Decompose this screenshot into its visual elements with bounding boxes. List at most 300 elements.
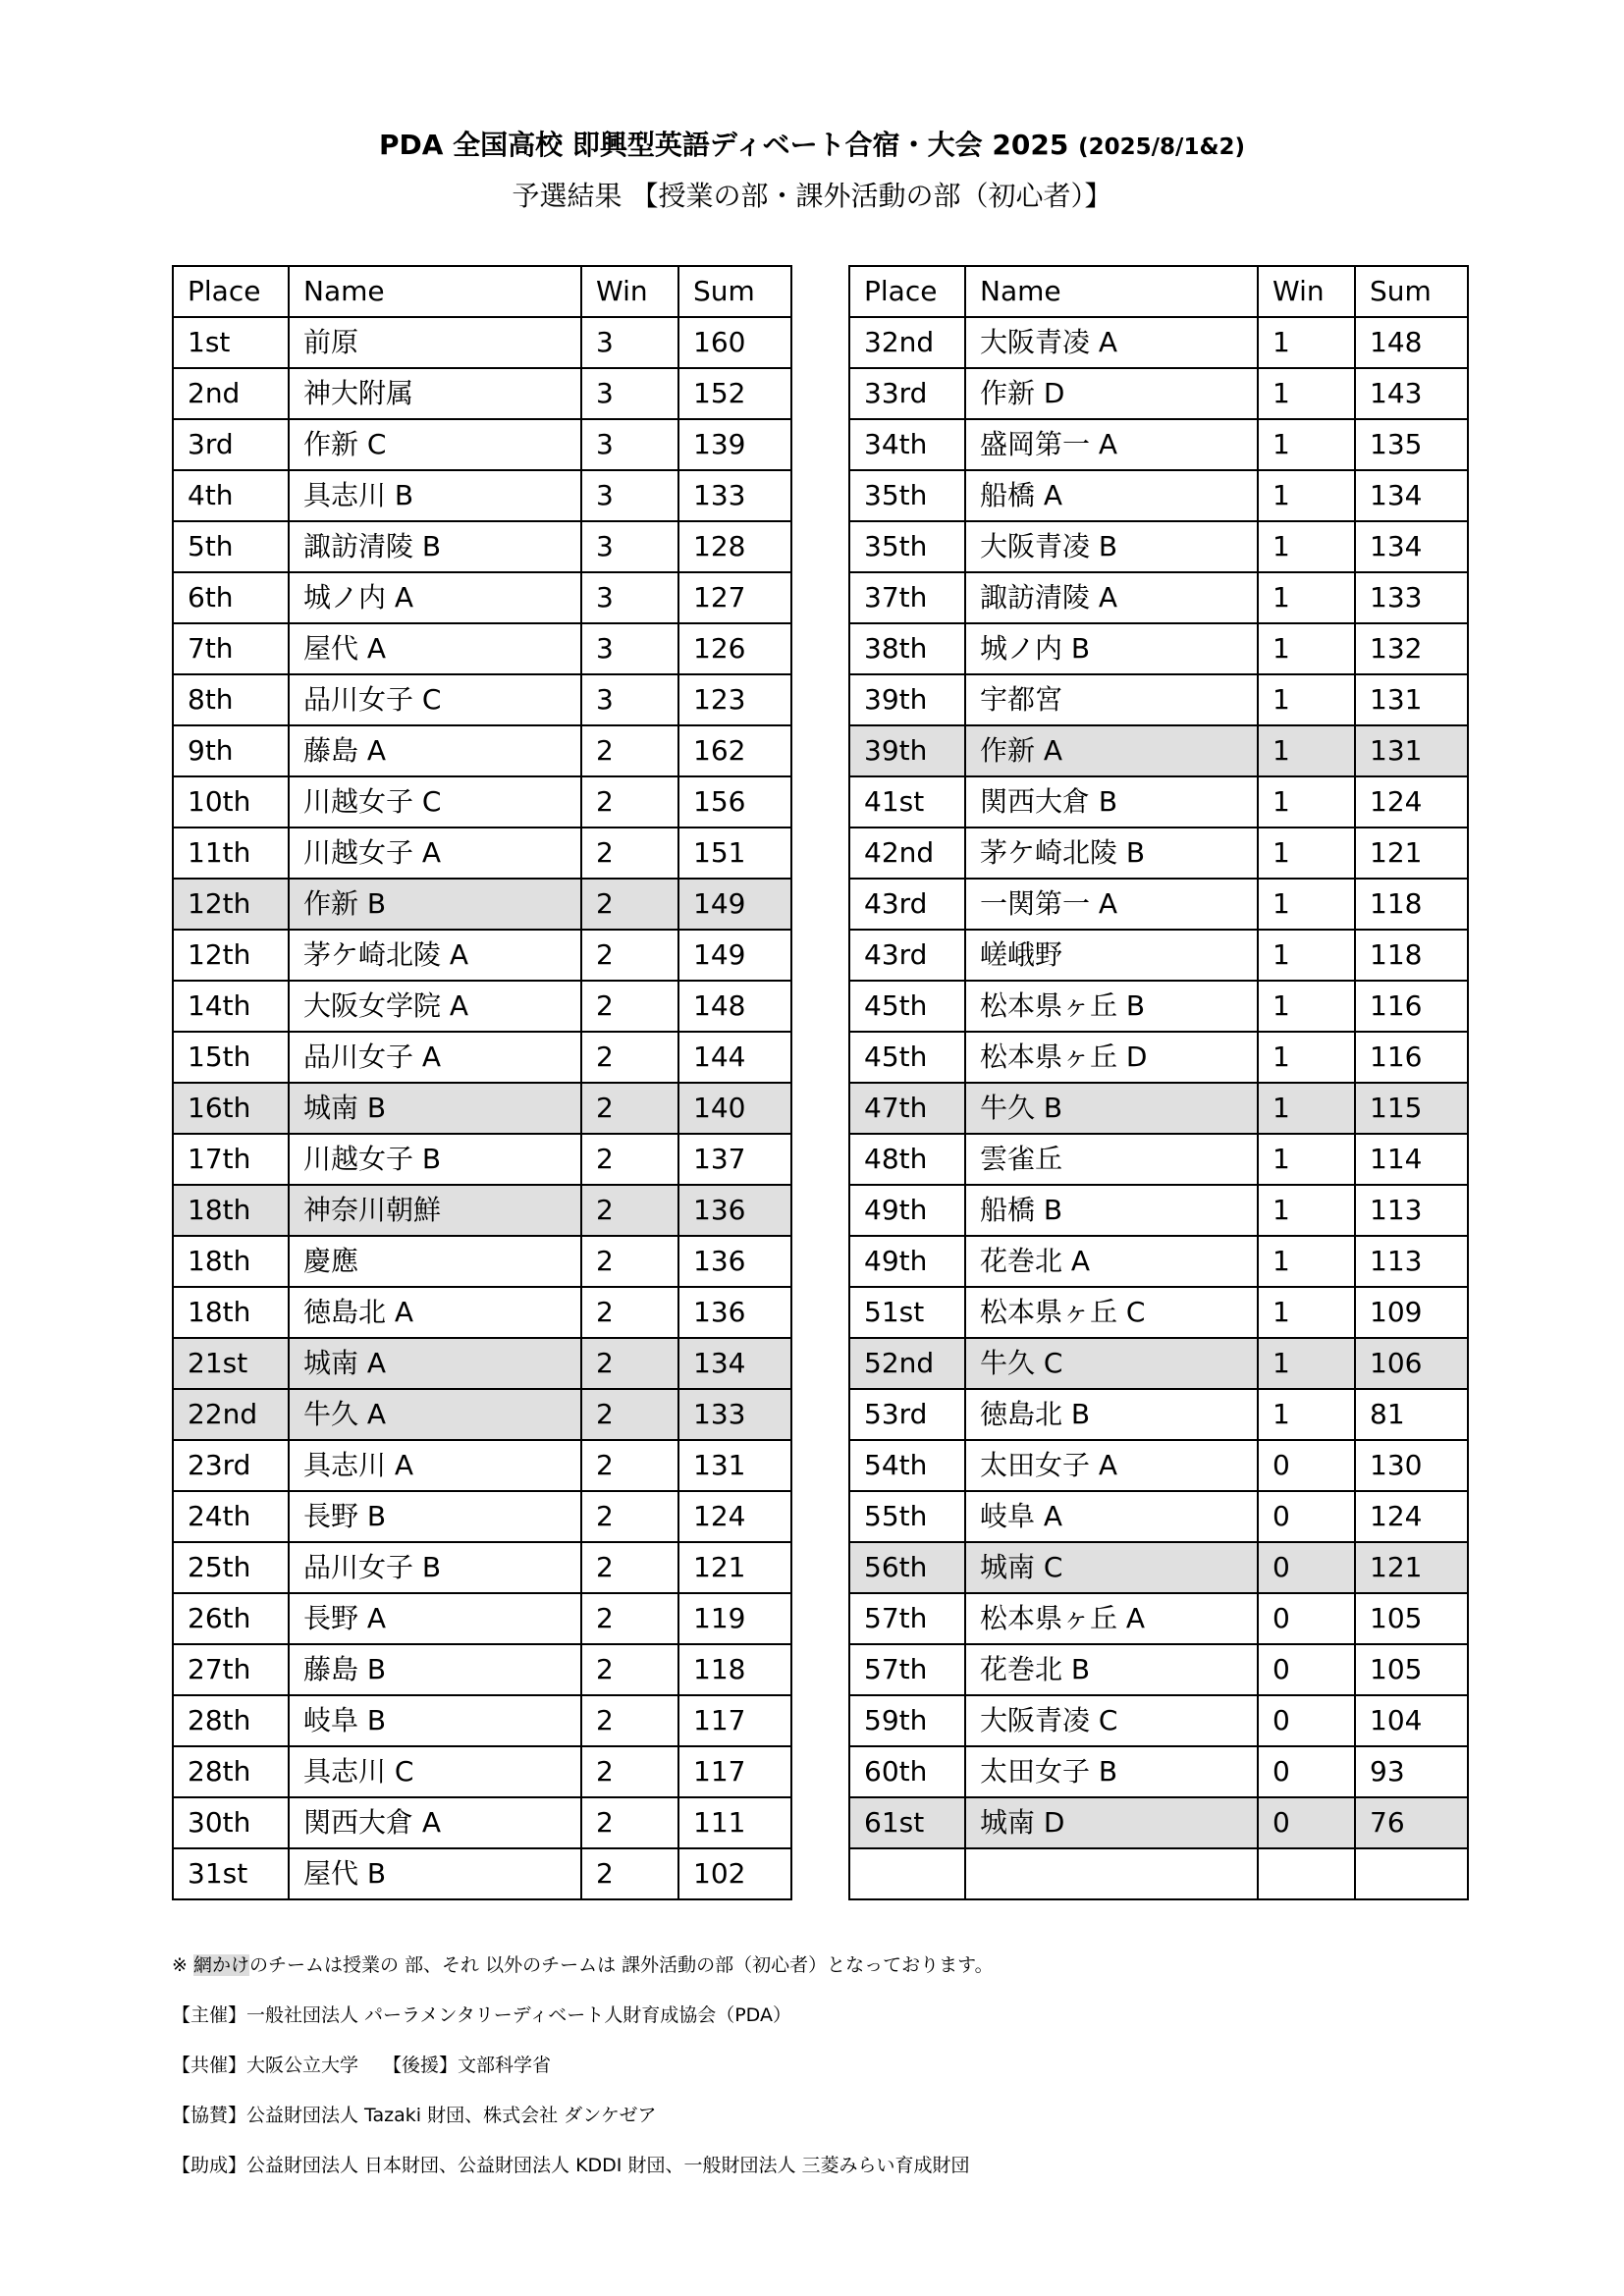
table-row <box>173 1644 791 1695</box>
cell-win: 2 <box>581 1593 678 1644</box>
table-row <box>849 1542 1468 1593</box>
cell-place: 3rd <box>173 419 289 470</box>
table-row <box>849 879 1468 930</box>
cell-win: 3 <box>581 623 678 674</box>
cell-place: 49th <box>849 1185 965 1236</box>
table-row <box>849 1644 1468 1695</box>
cell-place: 57th <box>849 1644 965 1695</box>
cell-name: 長野 B <box>289 1491 581 1542</box>
cell-name: 前原 <box>289 317 581 368</box>
cell-sum: 109 <box>1355 1287 1468 1338</box>
cell-win: 1 <box>1258 981 1355 1032</box>
cell-place: 2nd <box>173 368 289 419</box>
cell-sum: 105 <box>1355 1644 1468 1695</box>
cell-place: 38th <box>849 623 965 674</box>
cell-sum: 124 <box>1355 1491 1468 1542</box>
cell-name: 大阪青凌 B <box>965 521 1258 572</box>
cell-place: 22nd <box>173 1389 289 1440</box>
cell-sum: 121 <box>1355 1542 1468 1593</box>
table-row <box>173 623 791 674</box>
cell-win: 0 <box>1258 1491 1355 1542</box>
column-header-sum: Sum <box>678 266 791 317</box>
cell-name: 神大附属 <box>289 368 581 419</box>
cell-win: 2 <box>581 1236 678 1287</box>
cell-sum: 143 <box>1355 368 1468 419</box>
cell-name: 具志川 C <box>289 1746 581 1797</box>
cell-sum: 117 <box>678 1695 791 1746</box>
table-row <box>173 1338 791 1389</box>
table-row <box>849 1746 1468 1797</box>
cell-win: 2 <box>581 1797 678 1848</box>
cell-place: 37th <box>849 572 965 623</box>
cell-place: 31st <box>173 1848 289 1899</box>
cell-sum: 128 <box>678 521 791 572</box>
cell-win: 2 <box>581 1695 678 1746</box>
cell-win: 1 <box>1258 879 1355 930</box>
cell-name: 慶應 <box>289 1236 581 1287</box>
cell-name: 作新 C <box>289 419 581 470</box>
cell-place: 48th <box>849 1134 965 1185</box>
cell-name: 茅ケ崎北陵 A <box>289 930 581 981</box>
cell-place: 9th <box>173 725 289 776</box>
cell-place: 28th <box>173 1746 289 1797</box>
table-row <box>849 674 1468 725</box>
table-row <box>173 521 791 572</box>
cell-name: 徳島北 B <box>965 1389 1258 1440</box>
table-row <box>173 1134 791 1185</box>
column-header-win: Win <box>1258 266 1355 317</box>
table-row <box>849 1848 1468 1899</box>
table-row <box>849 1032 1468 1083</box>
cell-win: 1 <box>1258 1185 1355 1236</box>
table-row <box>849 419 1468 470</box>
cell-win: 2 <box>581 1338 678 1389</box>
cell-place: 34th <box>849 419 965 470</box>
cell-win: 2 <box>581 1542 678 1593</box>
cell-sum: 93 <box>1355 1746 1468 1797</box>
table-row <box>173 930 791 981</box>
cell-sum: 114 <box>1355 1134 1468 1185</box>
cell-name: 太田女子 A <box>965 1440 1258 1491</box>
cell-win: 0 <box>1258 1644 1355 1695</box>
organizer-note: 【主催】一般社団法人 パーラメンタリーディベート人財育成協会（PDA） <box>172 2004 791 2026</box>
cell-win: 2 <box>581 1134 678 1185</box>
cell-place: 21st <box>173 1338 289 1389</box>
table-row <box>173 1695 791 1746</box>
cell-win: 1 <box>1258 470 1355 521</box>
cell-sum: 117 <box>678 1746 791 1797</box>
cell-sum: 133 <box>678 470 791 521</box>
cell-name: 関西大倉 A <box>289 1797 581 1848</box>
cell-name: 徳島北 A <box>289 1287 581 1338</box>
cell-sum: 148 <box>678 981 791 1032</box>
cell-name: 一関第一 A <box>965 879 1258 930</box>
table-row <box>173 776 791 828</box>
cell-place: 7th <box>173 623 289 674</box>
cell-name <box>965 1848 1258 1899</box>
cell-place: 43rd <box>849 930 965 981</box>
cell-place: 5th <box>173 521 289 572</box>
cell-place: 24th <box>173 1491 289 1542</box>
cell-place: 43rd <box>849 879 965 930</box>
cell-name: 太田女子 B <box>965 1746 1258 1797</box>
table-row <box>849 521 1468 572</box>
cell-place: 18th <box>173 1236 289 1287</box>
cell-sum: 134 <box>1355 521 1468 572</box>
table-row <box>849 623 1468 674</box>
cell-name: 品川女子 B <box>289 1542 581 1593</box>
cell-win: 2 <box>581 828 678 879</box>
note-highlight: 網かけ <box>192 1954 249 1976</box>
cell-place: 42nd <box>849 828 965 879</box>
cell-sum: 135 <box>1355 419 1468 470</box>
table-row <box>849 776 1468 828</box>
cell-win: 2 <box>581 1032 678 1083</box>
cell-place: 12th <box>173 930 289 981</box>
cell-sum: 132 <box>1355 623 1468 674</box>
cell-place: 14th <box>173 981 289 1032</box>
cell-sum: 111 <box>678 1797 791 1848</box>
cell-sum: 130 <box>1355 1440 1468 1491</box>
table-row <box>173 368 791 419</box>
cell-win: 2 <box>581 1287 678 1338</box>
cell-win: 2 <box>581 930 678 981</box>
results-table-left <box>172 265 792 1900</box>
cell-name: 大阪女学院 A <box>289 981 581 1032</box>
table-row <box>173 1491 791 1542</box>
cell-place: 35th <box>849 521 965 572</box>
cell-win: 1 <box>1258 623 1355 674</box>
table-row <box>173 725 791 776</box>
cell-win: 0 <box>1258 1542 1355 1593</box>
table-row <box>173 572 791 623</box>
table-row <box>849 470 1468 521</box>
table-row <box>849 572 1468 623</box>
note-prefix: ※ <box>172 1954 188 1976</box>
table-header-row <box>173 266 791 317</box>
shading-note <box>172 1953 1468 1977</box>
cell-win: 1 <box>1258 674 1355 725</box>
cell-place: 23rd <box>173 1440 289 1491</box>
cell-name: 船橋 A <box>965 470 1258 521</box>
cell-sum: 131 <box>1355 725 1468 776</box>
table-row <box>849 1287 1468 1338</box>
cell-place: 10th <box>173 776 289 828</box>
cell-name: 城南 B <box>289 1083 581 1134</box>
table-row <box>173 1797 791 1848</box>
cell-sum: 136 <box>678 1287 791 1338</box>
cell-win: 1 <box>1258 1134 1355 1185</box>
table-row <box>849 1338 1468 1389</box>
cell-name: 牛久 B <box>965 1083 1258 1134</box>
cell-name: 川越女子 B <box>289 1134 581 1185</box>
cell-sum: 140 <box>678 1083 791 1134</box>
cell-name: 城南 D <box>965 1797 1258 1848</box>
table-row <box>849 1236 1468 1287</box>
table-row <box>849 1389 1468 1440</box>
cell-name: 作新 B <box>289 879 581 930</box>
cell-sum: 136 <box>678 1185 791 1236</box>
cell-name: 品川女子 C <box>289 674 581 725</box>
cell-name: 松本県ヶ丘 A <box>965 1593 1258 1644</box>
cell-name: 松本県ヶ丘 D <box>965 1032 1258 1083</box>
cell-win: 2 <box>581 725 678 776</box>
cell-place: 56th <box>849 1542 965 1593</box>
cell-sum: 76 <box>1355 1797 1468 1848</box>
table-row <box>849 1797 1468 1848</box>
table-row <box>849 930 1468 981</box>
cell-name: 城南 A <box>289 1338 581 1389</box>
cell-place: 18th <box>173 1185 289 1236</box>
cell-name: 長野 A <box>289 1593 581 1644</box>
cell-sum: 113 <box>1355 1185 1468 1236</box>
cell-place: 27th <box>173 1644 289 1695</box>
cell-place: 57th <box>849 1593 965 1644</box>
cell-sum: 104 <box>1355 1695 1468 1746</box>
cell-win: 3 <box>581 674 678 725</box>
cell-win: 1 <box>1258 521 1355 572</box>
cell-sum: 139 <box>678 419 791 470</box>
cell-win: 0 <box>1258 1593 1355 1644</box>
document-subtitle: 予選結果 【授業の部・課外活動の部（初心者）】 <box>512 180 1112 212</box>
table-row <box>849 317 1468 368</box>
cell-sum: 131 <box>678 1440 791 1491</box>
cell-sum: 134 <box>678 1338 791 1389</box>
cell-win <box>1258 1848 1355 1899</box>
table-row <box>849 725 1468 776</box>
column-header-name: Name <box>965 266 1258 317</box>
table-row <box>849 1491 1468 1542</box>
cell-place: 45th <box>849 981 965 1032</box>
cell-sum: 133 <box>678 1389 791 1440</box>
cell-place: 52nd <box>849 1338 965 1389</box>
cell-name: 牛久 C <box>965 1338 1258 1389</box>
cell-sum: 134 <box>1355 470 1468 521</box>
cell-sum: 151 <box>678 828 791 879</box>
cell-name: 盛岡第一 A <box>965 419 1258 470</box>
cell-name: 大阪青凌 A <box>965 317 1258 368</box>
cell-name: 藤島 B <box>289 1644 581 1695</box>
cell-sum: 126 <box>678 623 791 674</box>
cell-place: 35th <box>849 470 965 521</box>
cell-win: 1 <box>1258 1389 1355 1440</box>
cell-win: 2 <box>581 879 678 930</box>
cell-win: 2 <box>581 1185 678 1236</box>
cell-name: 大阪青凌 C <box>965 1695 1258 1746</box>
table-row <box>173 674 791 725</box>
cell-win: 3 <box>581 521 678 572</box>
cell-name: 茅ケ崎北陵 B <box>965 828 1258 879</box>
table-row <box>173 1542 791 1593</box>
cell-sum: 118 <box>678 1644 791 1695</box>
cell-place: 54th <box>849 1440 965 1491</box>
cell-win: 1 <box>1258 828 1355 879</box>
cell-sum: 116 <box>1355 981 1468 1032</box>
column-header-place: Place <box>173 266 289 317</box>
cell-win: 3 <box>581 470 678 521</box>
cell-name: 牛久 A <box>289 1389 581 1440</box>
cell-sum: 124 <box>678 1491 791 1542</box>
cell-sum: 149 <box>678 879 791 930</box>
table-row <box>849 828 1468 879</box>
cell-sum: 124 <box>1355 776 1468 828</box>
cell-win: 0 <box>1258 1797 1355 1848</box>
cell-win: 2 <box>581 1644 678 1695</box>
table-row <box>173 1848 791 1899</box>
table-row <box>173 981 791 1032</box>
cell-sum: 133 <box>1355 572 1468 623</box>
cell-name: 作新 D <box>965 368 1258 419</box>
cell-sum: 137 <box>678 1134 791 1185</box>
cell-name: 藤島 A <box>289 725 581 776</box>
cell-win: 0 <box>1258 1746 1355 1797</box>
cell-sum: 81 <box>1355 1389 1468 1440</box>
cell-win: 1 <box>1258 1236 1355 1287</box>
cell-place: 47th <box>849 1083 965 1134</box>
table-row <box>849 1695 1468 1746</box>
cell-place: 26th <box>173 1593 289 1644</box>
cell-win: 2 <box>581 776 678 828</box>
table-row <box>173 1083 791 1134</box>
table-row <box>849 1083 1468 1134</box>
table-row <box>849 368 1468 419</box>
cell-place: 12th <box>173 879 289 930</box>
cell-place: 39th <box>849 725 965 776</box>
cell-win: 3 <box>581 368 678 419</box>
table-row <box>173 1185 791 1236</box>
cell-place: 59th <box>849 1695 965 1746</box>
results-table-right <box>848 265 1469 1900</box>
table-row <box>173 419 791 470</box>
cohost-support-note: 【共催】大阪公立大学 【後援】文部科学省 <box>172 2055 552 2076</box>
cell-place: 1st <box>173 317 289 368</box>
cell-place: 33rd <box>849 368 965 419</box>
cell-win: 1 <box>1258 930 1355 981</box>
cell-sum: 148 <box>1355 317 1468 368</box>
cell-name: 城ノ内 A <box>289 572 581 623</box>
table-header-row <box>849 266 1468 317</box>
cell-name: 岐阜 B <box>289 1695 581 1746</box>
cell-place: 41st <box>849 776 965 828</box>
cell-win: 0 <box>1258 1440 1355 1491</box>
cell-name: 屋代 A <box>289 623 581 674</box>
cell-place: 53rd <box>849 1389 965 1440</box>
cell-name: 松本県ヶ丘 B <box>965 981 1258 1032</box>
cell-place: 15th <box>173 1032 289 1083</box>
cell-sum: 136 <box>678 1236 791 1287</box>
cell-place: 51st <box>849 1287 965 1338</box>
cell-name: 諏訪清陵 B <box>289 521 581 572</box>
cell-win: 1 <box>1258 1032 1355 1083</box>
cell-place: 16th <box>173 1083 289 1134</box>
table-row <box>173 1236 791 1287</box>
cell-sum: 118 <box>1355 879 1468 930</box>
cell-win: 1 <box>1258 368 1355 419</box>
cell-win: 1 <box>1258 572 1355 623</box>
table-row <box>849 1593 1468 1644</box>
cell-win: 1 <box>1258 419 1355 470</box>
cell-place: 32nd <box>849 317 965 368</box>
cell-sum: 160 <box>678 317 791 368</box>
cell-place: 4th <box>173 470 289 521</box>
table-row <box>173 317 791 368</box>
grant-note: 【助成】公益財団法人 日本財団、公益財団法人 KDDI 財団、一般財団法人 三菱みらい育成財団 <box>172 2155 970 2176</box>
table-row <box>173 470 791 521</box>
table-row <box>173 1287 791 1338</box>
cell-win: 2 <box>581 1083 678 1134</box>
cell-name: 宇都宮 <box>965 674 1258 725</box>
cell-win: 0 <box>1258 1695 1355 1746</box>
table-row <box>173 1032 791 1083</box>
cell-sum: 131 <box>1355 674 1468 725</box>
cell-place <box>849 1848 965 1899</box>
cell-name: 花巻北 A <box>965 1236 1258 1287</box>
cell-name: 屋代 B <box>289 1848 581 1899</box>
cell-sum: 152 <box>678 368 791 419</box>
cell-place: 49th <box>849 1236 965 1287</box>
cell-sum: 121 <box>1355 828 1468 879</box>
cell-name: 岐阜 A <box>965 1491 1258 1542</box>
cell-sum: 156 <box>678 776 791 828</box>
cell-place: 45th <box>849 1032 965 1083</box>
cell-place: 30th <box>173 1797 289 1848</box>
column-header-name: Name <box>289 266 581 317</box>
cell-place: 11th <box>173 828 289 879</box>
cell-place: 17th <box>173 1134 289 1185</box>
table-row <box>849 1440 1468 1491</box>
table-row <box>849 1134 1468 1185</box>
table-row <box>173 879 791 930</box>
cell-sum: 113 <box>1355 1236 1468 1287</box>
cell-place: 61st <box>849 1797 965 1848</box>
cell-name: 川越女子 C <box>289 776 581 828</box>
cell-win: 2 <box>581 1389 678 1440</box>
cell-sum: 144 <box>678 1032 791 1083</box>
cell-win: 3 <box>581 419 678 470</box>
table-row <box>173 1746 791 1797</box>
cell-place: 60th <box>849 1746 965 1797</box>
sponsor-note: 【協賛】公益財団法人 Tazaki 財団、株式会社 ダンケゼア <box>172 2105 657 2126</box>
cell-win: 1 <box>1258 1083 1355 1134</box>
cell-sum: 102 <box>678 1848 791 1899</box>
cell-place: 8th <box>173 674 289 725</box>
column-header-win: Win <box>581 266 678 317</box>
cell-sum: 105 <box>1355 1593 1468 1644</box>
cell-sum: 119 <box>678 1593 791 1644</box>
cell-sum <box>1355 1848 1468 1899</box>
cell-sum: 118 <box>1355 930 1468 981</box>
cell-place: 39th <box>849 674 965 725</box>
cell-name: 松本県ヶ丘 C <box>965 1287 1258 1338</box>
table-row <box>173 828 791 879</box>
cell-place: 18th <box>173 1287 289 1338</box>
table-row <box>173 1440 791 1491</box>
cell-place: 28th <box>173 1695 289 1746</box>
cell-place: 55th <box>849 1491 965 1542</box>
cell-win: 1 <box>1258 1287 1355 1338</box>
cell-name: 雲雀丘 <box>965 1134 1258 1185</box>
cell-name: 川越女子 A <box>289 828 581 879</box>
cell-win: 3 <box>581 572 678 623</box>
cell-win: 2 <box>581 1848 678 1899</box>
cell-name: 神奈川朝鮮 <box>289 1185 581 1236</box>
footnotes <box>172 1953 1468 2204</box>
cell-name: 具志川 B <box>289 470 581 521</box>
cell-name: 嵯峨野 <box>965 930 1258 981</box>
table-row <box>849 981 1468 1032</box>
cell-name: 関西大倉 B <box>965 776 1258 828</box>
cell-name: 船橋 B <box>965 1185 1258 1236</box>
